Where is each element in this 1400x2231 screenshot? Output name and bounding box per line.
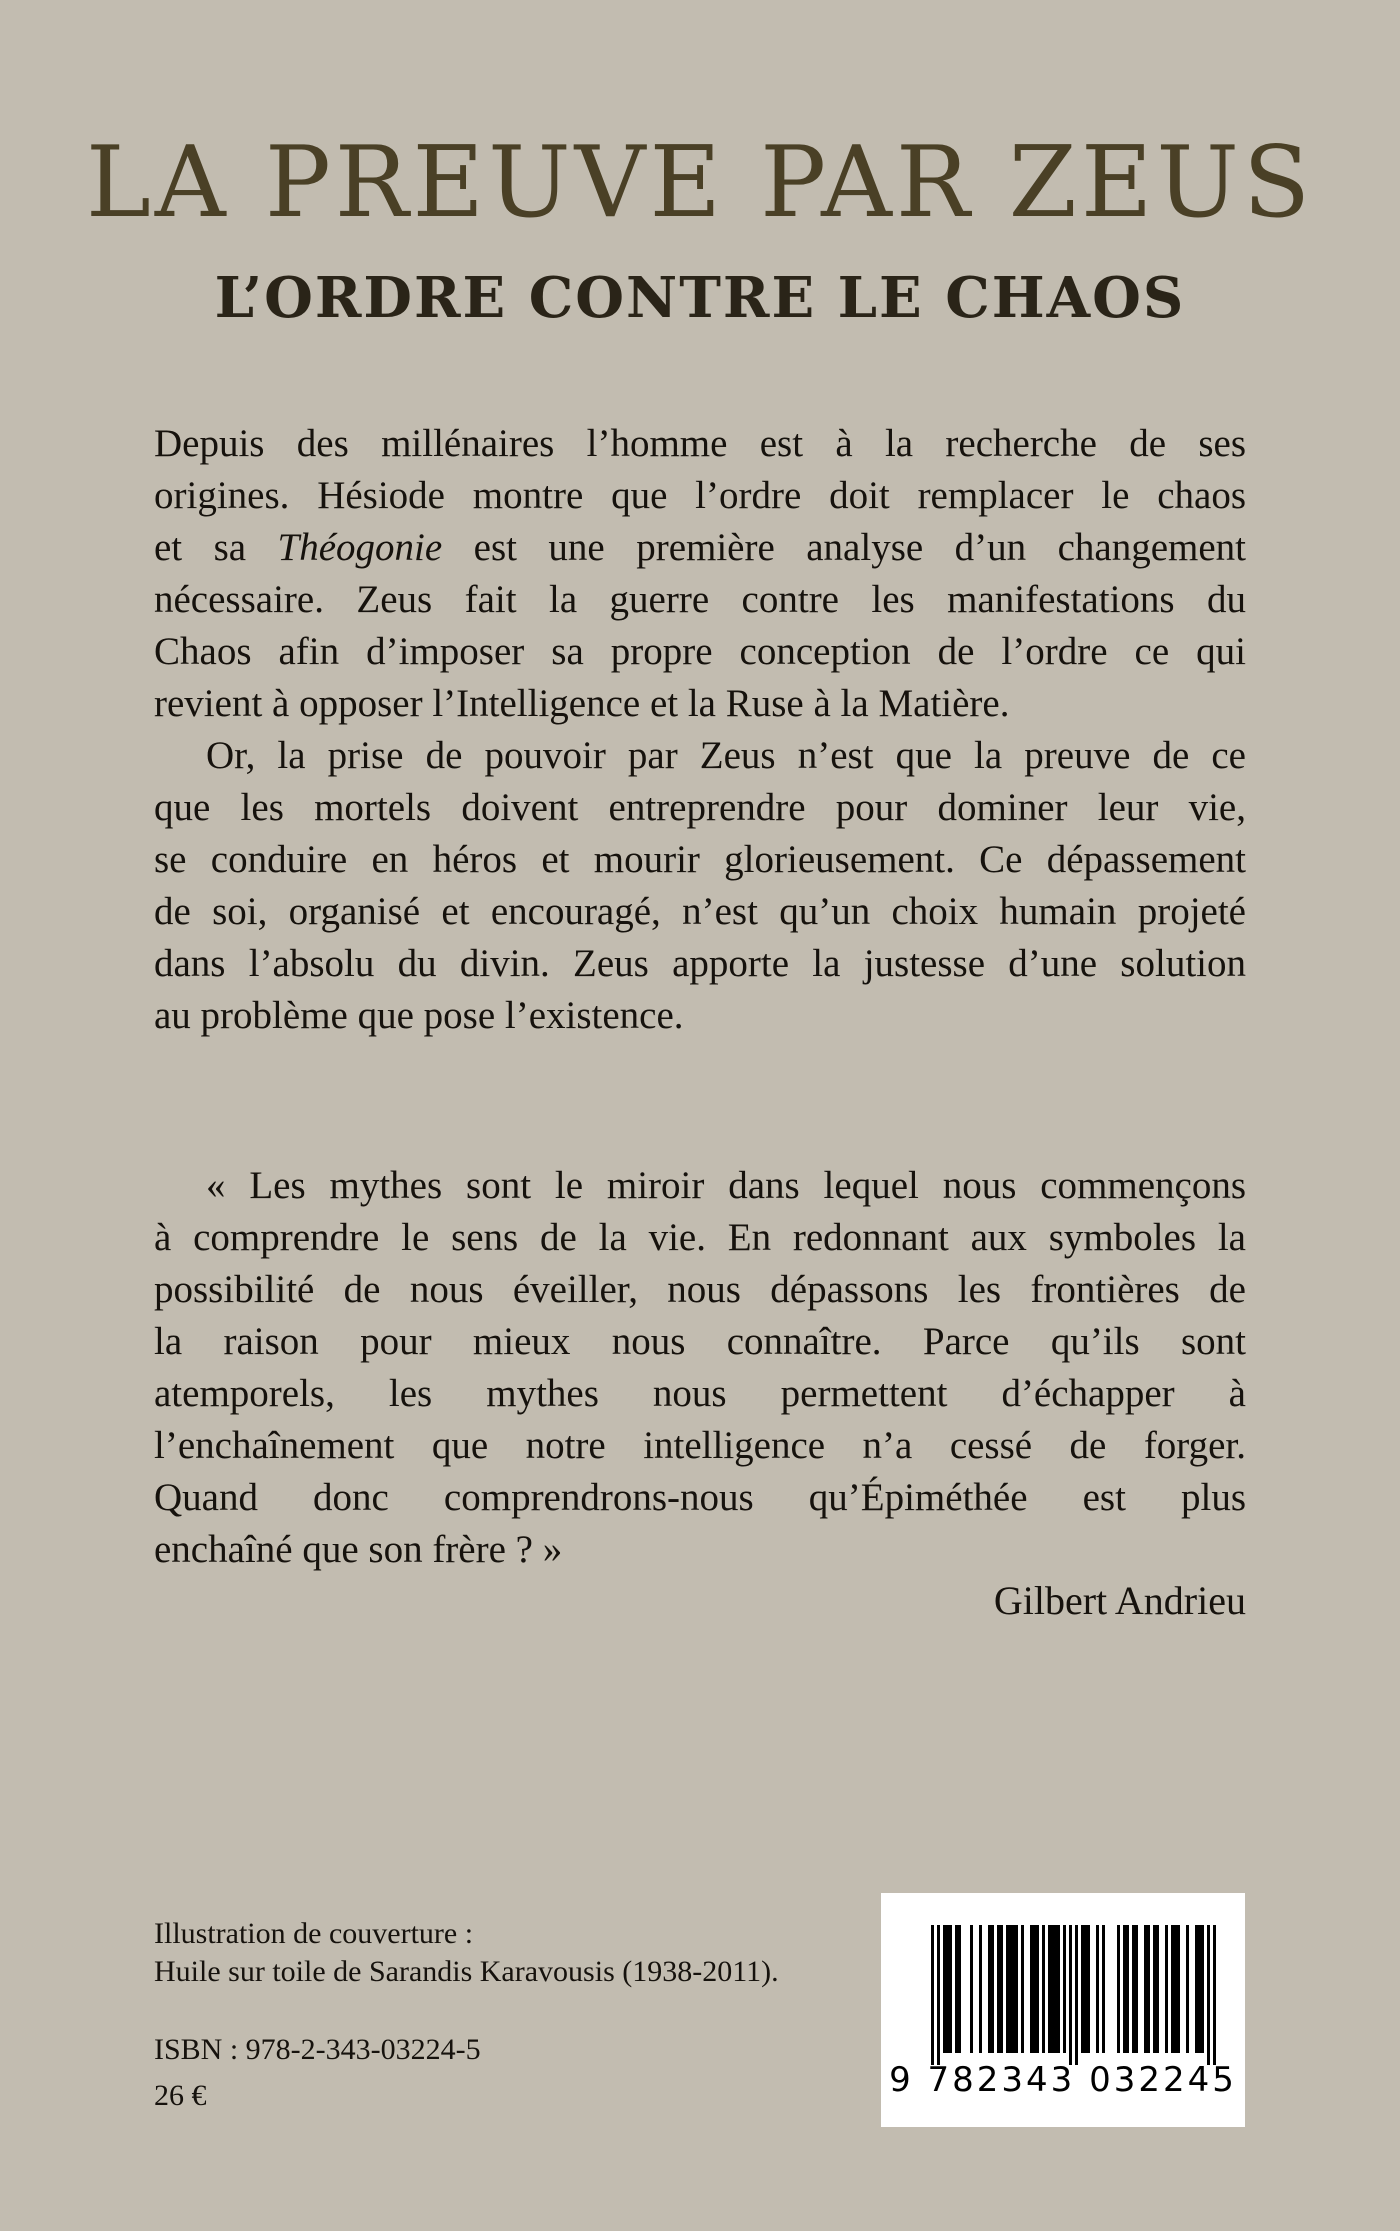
barcode-bar	[1165, 1925, 1168, 2053]
barcode-bar	[997, 1925, 1000, 2053]
barcode-bar	[1033, 1925, 1036, 2053]
text-line: de soi, organisé et encouragé, n’est qu’un choix humain projeté	[154, 890, 1246, 933]
barcode-bar	[1174, 1925, 1177, 2053]
barcode-bar	[1081, 1925, 1084, 2053]
illustration-credit-text: Huile sur toile de Sarandis Karavousis (1938-2011).	[154, 1955, 779, 1988]
barcode-bar	[1117, 1925, 1120, 2053]
text-line: atemporels, les mythes nous permettent d’échapper à	[154, 1372, 1246, 1415]
barcode-bar	[1000, 1925, 1003, 2053]
barcode-bar	[1054, 1925, 1057, 2053]
barcode-bar	[1015, 1925, 1018, 2053]
text-line: la raison pour mieux nous connaître. Parce qu’ils sont	[154, 1320, 1246, 1363]
barcode-bar	[931, 1925, 934, 2065]
barcode-bar	[1201, 1925, 1204, 2053]
barcode-bar	[949, 1925, 952, 2053]
barcode-bar	[955, 1925, 958, 2053]
book-title: LA PREUVE PAR ZEUS	[85, 126, 1315, 240]
text-line: Quand donc comprendrons-nous qu’Épiméthée est plus	[154, 1476, 1246, 1519]
barcode-bar	[1009, 1925, 1012, 2053]
barcode-bar	[1177, 1925, 1180, 2053]
text-fragment: est une première analyse d’un changement	[442, 526, 1246, 569]
barcode-bar	[1057, 1925, 1060, 2053]
barcode-bar	[1051, 1925, 1054, 2053]
barcode-bar	[970, 1925, 973, 2053]
text-line: à comprendre le sens de la vie. En redonnant aux symboles la	[154, 1216, 1246, 1259]
barcode-bar	[1012, 1925, 1015, 2053]
barcode-bar	[1069, 1925, 1072, 2065]
barcode-bar	[979, 1925, 982, 2053]
text-line: Or, la prise de pouvoir par Zeus n’est que la preuve de ce	[206, 734, 1246, 777]
barcode-bar	[937, 1925, 940, 2065]
text-line: au problème que pose l’existence.	[154, 994, 684, 1037]
text-line: Depuis des millénaires l’homme est à la recherche de ses	[154, 422, 1246, 465]
book-subtitle: L’ORDRE CONTRE LE CHAOS	[214, 265, 1186, 331]
barcode-bar	[958, 1925, 961, 2053]
text-line: que les mortels doivent entreprendre pour dominer leur vie,	[154, 786, 1246, 829]
text-line: dans l’absolu du divin. Zeus apporte la justesse d’une solution	[154, 942, 1246, 985]
barcode-bar	[1186, 1925, 1189, 2053]
barcode-bar	[1030, 1925, 1033, 2053]
author-signature: Gilbert Andrieu	[993, 1578, 1246, 1623]
barcode-bar	[1123, 1925, 1126, 2053]
barcode-bar	[1063, 1925, 1066, 2053]
italic-work-title: Théogonie	[277, 526, 443, 569]
barcode-bar	[1213, 1925, 1216, 2065]
barcode-bar	[1087, 1925, 1090, 2053]
barcode-bar	[1198, 1925, 1201, 2053]
barcode-bar	[1171, 1925, 1174, 2053]
text-line: enchaîné que son frère ? »	[154, 1528, 563, 1571]
barcode-bar	[1132, 1925, 1135, 2053]
barcode	[881, 1893, 1245, 2127]
barcode-bar	[1135, 1925, 1138, 2053]
barcode-bar	[1006, 1925, 1009, 2053]
text-line: revient à opposer l’Intelligence et la Ruse à la Matière.	[154, 682, 1010, 725]
barcode-bar	[1156, 1925, 1159, 2053]
barcode-bar	[991, 1925, 994, 2053]
barcode-bar	[1207, 1925, 1210, 2065]
price: 26 €	[154, 2079, 207, 2112]
text-line	[154, 522, 1246, 574]
text-line: Chaos afin d’imposer sa propre conception de l’ordre ce qui	[154, 630, 1246, 673]
barcode-digits: 9 782343 032245	[889, 2060, 1237, 2100]
barcode-bar	[1102, 1925, 1105, 2053]
text-line: l’enchaînement que notre intelligence n’a cessé de forger.	[154, 1424, 1246, 1467]
barcode-bar	[1144, 1925, 1147, 2053]
barcode-bar	[1021, 1925, 1024, 2053]
barcode-bar	[1147, 1925, 1150, 2053]
barcode-bar	[1075, 1925, 1078, 2065]
illustration-credit-label: Illustration de couverture :	[154, 1917, 474, 1950]
isbn-number: ISBN : 978-2-343-03224-5	[154, 2033, 481, 2066]
barcode-bar	[1084, 1925, 1087, 2053]
blurb-paragraph-2	[154, 730, 1246, 1042]
barcode-bar	[1195, 1925, 1198, 2053]
barcode-bar	[1048, 1925, 1051, 2053]
text-line: origines. Hésiode montre que l’ordre doit remplacer le chaos	[154, 474, 1246, 517]
text-line: se conduire en héros et mourir glorieusement. Ce dépassement	[154, 838, 1246, 881]
blurb-paragraph-1	[154, 418, 1246, 730]
barcode-bar	[1153, 1925, 1156, 2053]
barcode-bar	[946, 1925, 949, 2053]
barcode-bar	[1096, 1925, 1099, 2053]
text-line: possibilité de nous éveiller, nous dépassons les frontières de	[154, 1268, 1246, 1311]
barcode-bar	[1042, 1925, 1045, 2053]
text-line: nécessaire. Zeus fait la guerre contre les manifestations du	[154, 578, 1246, 621]
barcode-bar	[943, 1925, 946, 2053]
barcode-bar	[1126, 1925, 1129, 2053]
text-line: « Les mythes sont le miroir dans lequel nous commençons	[206, 1164, 1246, 1207]
barcode-bar	[988, 1925, 991, 2053]
barcode-bar	[1036, 1925, 1039, 2053]
author-quote	[154, 1160, 1246, 1576]
text-fragment: et sa	[154, 526, 278, 569]
